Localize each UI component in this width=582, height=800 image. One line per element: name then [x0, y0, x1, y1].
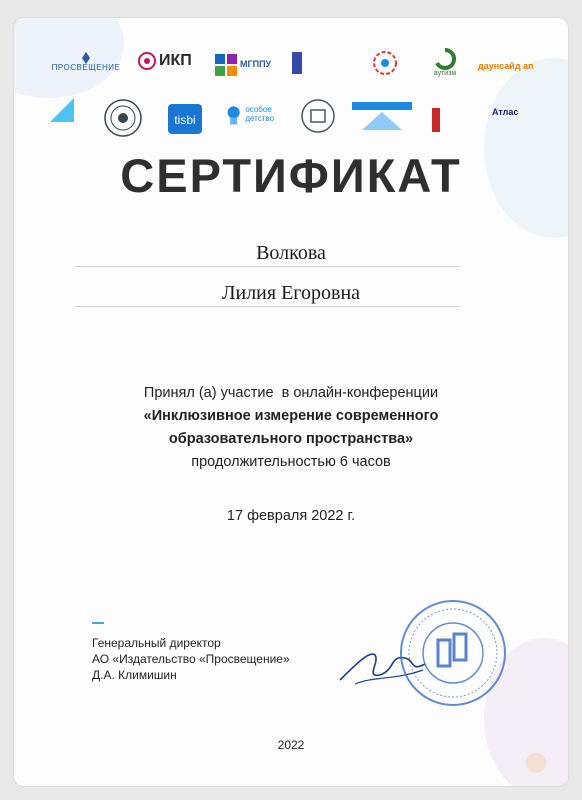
decor-dot-bottom	[526, 753, 546, 773]
signatory-role: Генеральный директор	[92, 636, 221, 650]
building-seal-logo	[300, 98, 340, 134]
atlas-logo-text: Атлас	[492, 107, 519, 117]
ikp-logo	[138, 52, 208, 70]
organization-stamp	[398, 598, 508, 708]
autism-logo	[425, 48, 465, 78]
mgppu-emblem-icon	[215, 54, 237, 76]
museum-triangle-icon	[48, 96, 76, 124]
tisbi-emblem-icon	[168, 104, 202, 134]
downside-up-logo	[478, 62, 548, 72]
surname-underline	[75, 266, 460, 267]
mgppu-logo	[215, 54, 285, 76]
signature-divider	[92, 622, 104, 624]
autism-logo-text: аутизм	[433, 70, 457, 77]
building-seal-icon	[300, 98, 336, 134]
osoboe-detstvo-emblem-icon	[225, 104, 242, 126]
recipient-given-names: Лилия Егоровна	[221, 282, 361, 304]
partner-logo-text-block	[290, 52, 360, 74]
signatory-name: Д.А. Климишин	[92, 668, 177, 682]
given-names-underline	[75, 306, 460, 307]
ikp-emblem-icon	[138, 52, 156, 70]
conference-title-line2: образовательного пространства»	[168, 431, 414, 447]
atlas-logo	[492, 108, 542, 118]
conference-title-line1: «Инклюзивное измерение современного	[143, 408, 439, 424]
footer-year: 2022	[277, 738, 305, 752]
autism-emblem-icon	[434, 48, 456, 70]
osoboe-detstvo-logo	[225, 104, 295, 126]
recipient-surname: Волкова	[256, 242, 326, 264]
perspektiva-emblem-icon	[352, 102, 412, 130]
mgppu-logo-text: МГППУ	[240, 59, 272, 70]
downside-up-logo-text: даунсайд ап	[478, 61, 534, 71]
university-seal-logo	[103, 98, 147, 138]
duration-text: продолжительностью 6 часов	[191, 454, 391, 470]
partner-emblem-icon	[290, 52, 304, 74]
prosveshchenie-logo-text: ПРОСВЕЩЕНИЕ	[51, 63, 121, 72]
signatory-organization: АО «Издательство «Просвещение»	[92, 652, 290, 666]
ikp-logo-text: ИКП	[159, 52, 192, 70]
heart-people-logo	[372, 50, 412, 76]
museum-logo	[48, 96, 78, 124]
certificate-date: 17 февраля 2022 г.	[226, 508, 356, 524]
moscow-university-emblem-icon	[432, 108, 440, 132]
moscow-university-logo	[432, 108, 482, 132]
certificate-title: СЕРТИФИКАТ	[120, 149, 462, 202]
prosveshchenie-logo	[45, 52, 127, 73]
people-circle-icon	[372, 50, 398, 76]
osoboe-detstvo-logo-text: особое детство	[245, 105, 275, 123]
perspektiva-logo	[352, 102, 422, 130]
participation-text: Принял (а) участие в онлайн-конференции	[143, 385, 439, 401]
svg-text:tisbi: tisbi	[174, 113, 196, 127]
university-seal-icon	[103, 98, 143, 138]
tisbi-logo	[168, 104, 204, 134]
